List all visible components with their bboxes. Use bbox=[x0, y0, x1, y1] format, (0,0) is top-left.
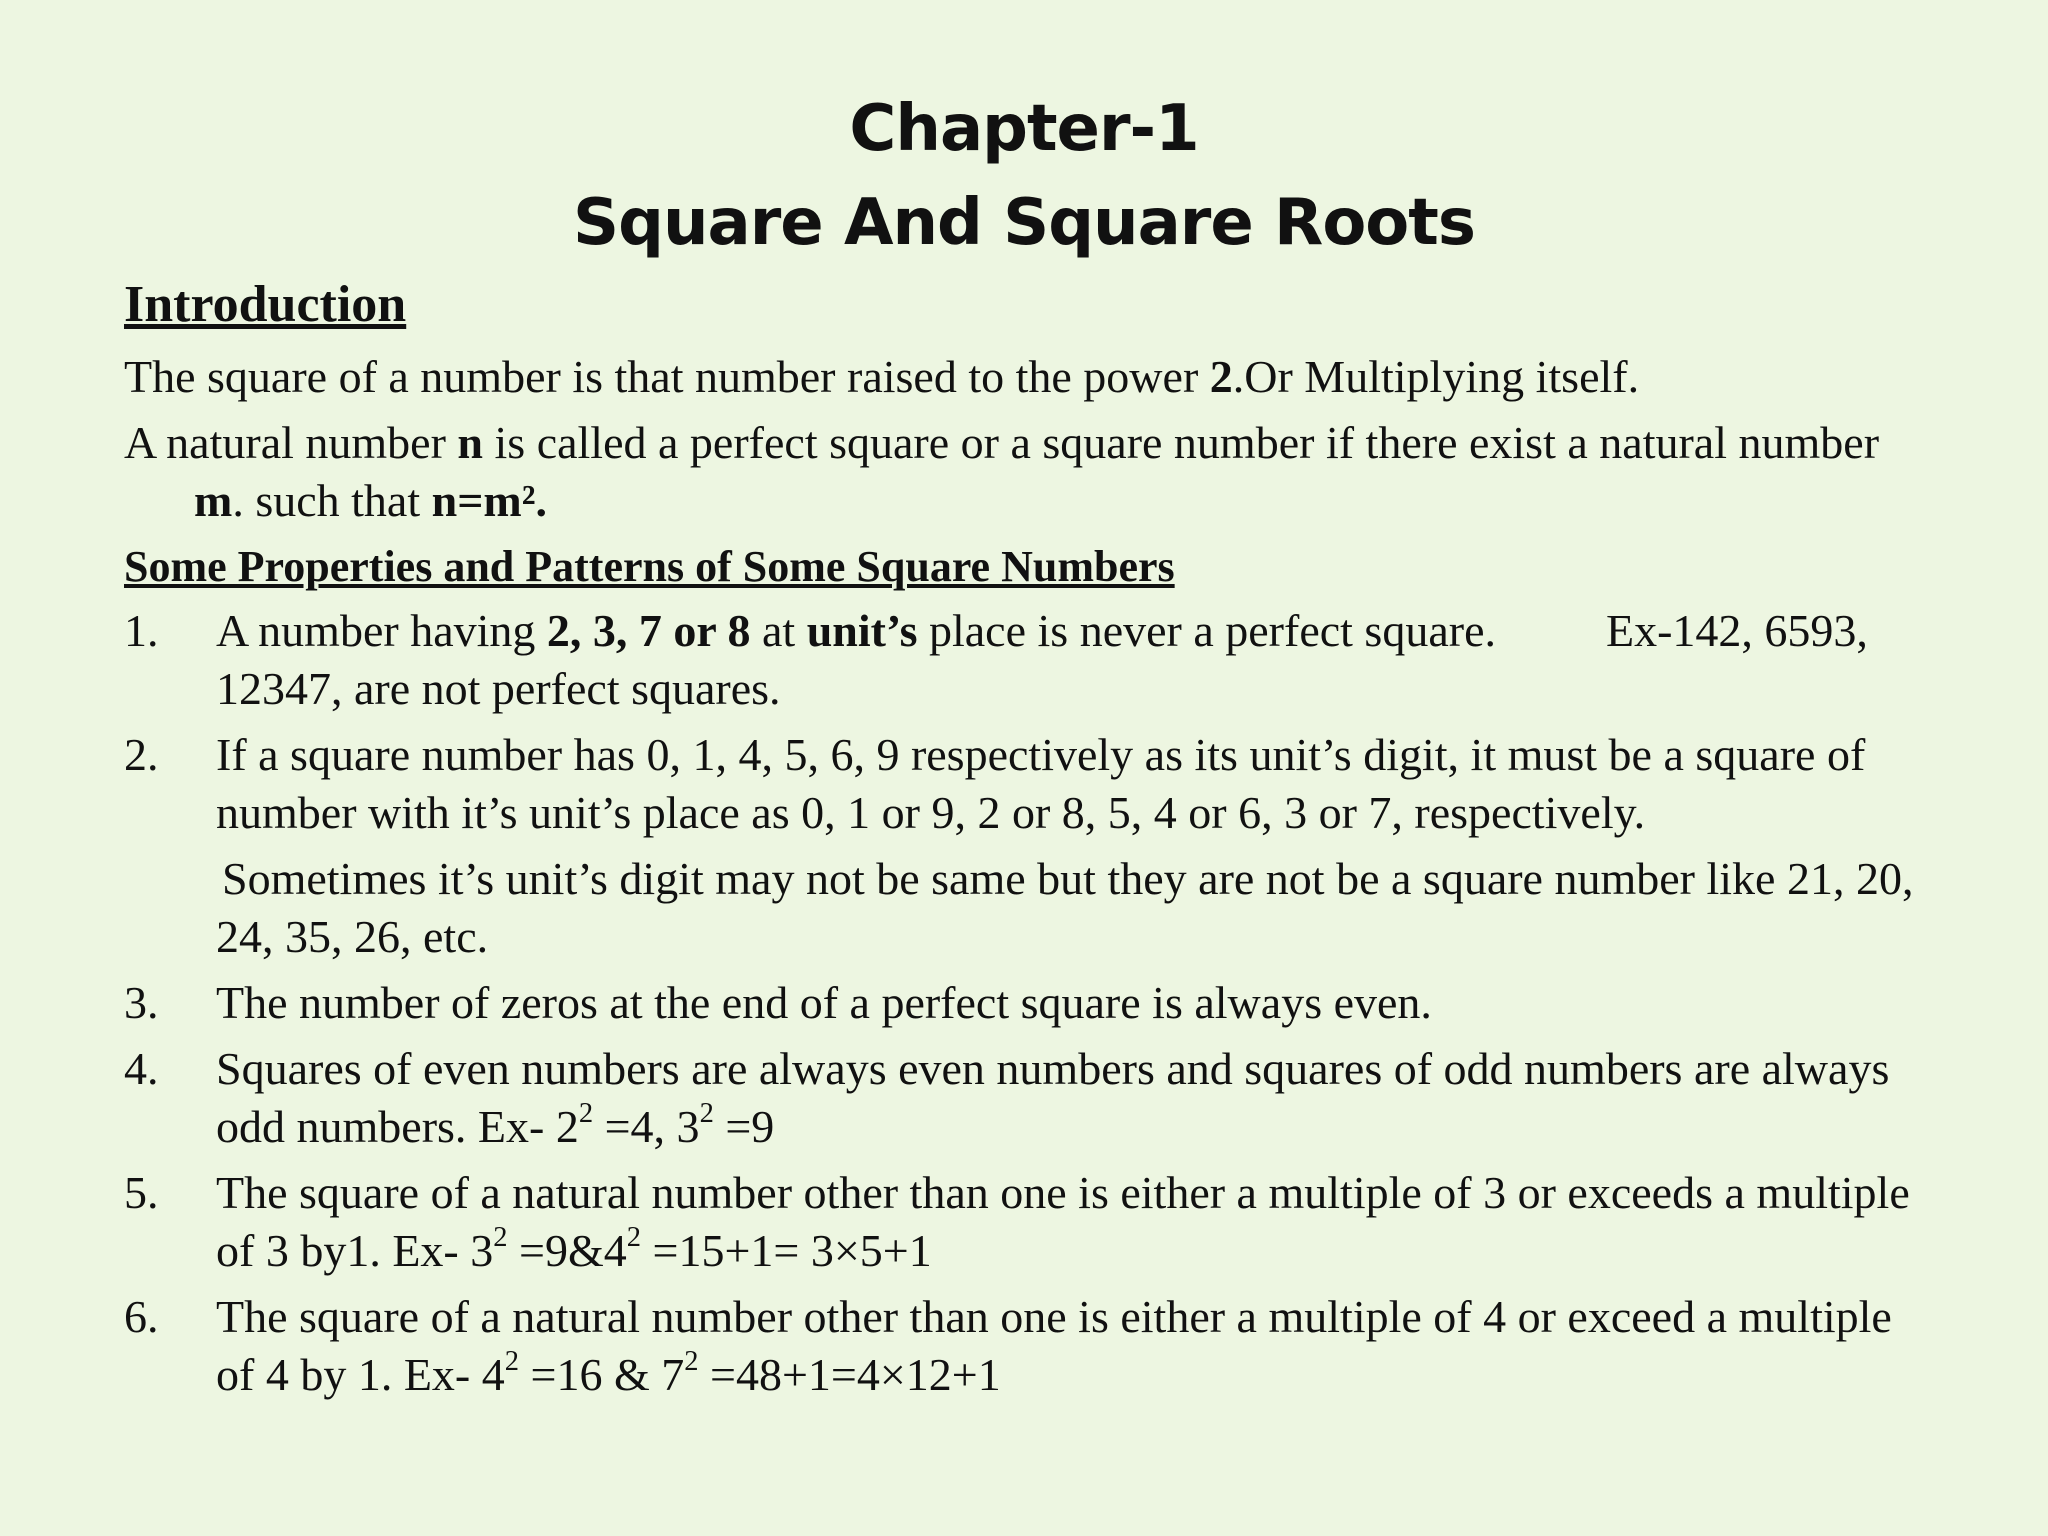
list-number: 5. bbox=[124, 1167, 159, 1218]
list-item: 3. The number of zeros at the end of a perfect square is always even. bbox=[124, 974, 1924, 1032]
list-number: 3. bbox=[124, 977, 159, 1028]
intro-paragraph-2: A natural number n is called a perfect square or a square number if there exist a natural number m. such that n=m². bbox=[124, 417, 1880, 526]
chapter-title: Square And Square Roots bbox=[573, 186, 1475, 260]
list-item-note: Sometimes it’s unit’s digit may not be same but they are not be a square number like 21, 20, 24, 35, 26, etc. bbox=[216, 853, 1914, 962]
slide-body bbox=[124, 272, 1924, 1412]
list-item: 1. A number having 2, 3, 7 or 8 at unit’s place is never a perfect square. Ex-142, 6593, 12347, are not perfect squares. bbox=[124, 602, 1924, 718]
properties-heading: Some Properties and Patterns of Some Square Numbers bbox=[124, 542, 1175, 591]
intro-heading: Introduction bbox=[124, 276, 407, 333]
intro-paragraph-1: The square of a number is that number raised to the power 2.Or Multiplying itself. bbox=[124, 351, 1640, 402]
chapter-label: Chapter-1 bbox=[849, 92, 1199, 166]
list-number: 4. bbox=[124, 1043, 159, 1094]
list-item: 4. Squares of even numbers are always even numbers and squares of odd numbers are always odd numbers. Ex- $2^2 =4$, $3^2 =9$ bbox=[124, 1040, 1924, 1156]
list-number: 2. bbox=[124, 729, 159, 780]
list-item: 6. The square of a natural number other than one is either a multiple of 4 or exceed a multiple of 4 by 1. Ex- $4^2 =16$ & $7^2 =48+1=4\times 12+1$ bbox=[124, 1288, 1924, 1404]
list-item: 2. If a square number has 0, 1, 4, 5, 6, 9 respectively as its unit’s digit, it must be a square of number with it’s unit’s place as 0, 1 or 9, 2 or 8, 5, 4 or 6, 3 or 7, respectively. bbox=[124, 726, 1924, 842]
list-number: 1. bbox=[124, 605, 159, 656]
slide-title bbox=[0, 82, 2048, 270]
list-number: 6. bbox=[124, 1291, 159, 1342]
list-item: 5. The square of a natural number other than one is either a multiple of 3 or exceeds a multiple of 3 by1. Ex- $3^2$ $=9\&4^2 =15+1= 3\times 5+1$ bbox=[124, 1164, 1924, 1280]
